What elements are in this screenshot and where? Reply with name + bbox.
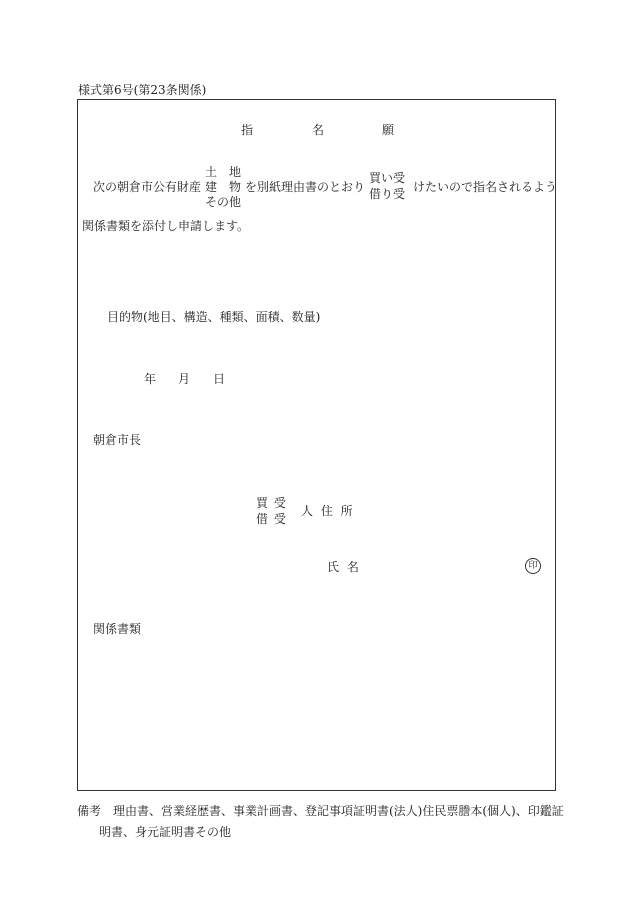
applicant-role-options (256, 497, 292, 526)
seal-mark-icon: 印 (525, 558, 541, 574)
target-property-label: 目的物(地目、構造、種類、面積、数量) (107, 310, 321, 324)
date-year-label: 年 (144, 372, 157, 386)
date-month-label: 月 (178, 372, 191, 386)
form-frame (77, 99, 556, 791)
transaction-type-options (369, 172, 405, 201)
form-number-label: 様式第6号(第23条関係) (78, 83, 207, 97)
title-char-3: 願 (382, 123, 395, 137)
body-second-line: 関係書類を添付し申請します。 (82, 219, 250, 233)
transaction-type-lease: 借り受 (369, 187, 406, 201)
property-type-options (205, 166, 241, 209)
body-lead-text: 次の朝倉市公有財産 (93, 180, 202, 194)
property-type-land: 土 地 (205, 165, 242, 179)
transaction-type-purchase: 買い受 (369, 171, 406, 185)
body-middle-text: を別紙理由書のとおり (245, 180, 366, 194)
remarks-line-1: 備考 理由書、営業経歴書、事業計画書、登記事項証明書(法人)住民票謄本(個人)、印鑑証 (77, 804, 564, 818)
applicant-address-label: 人 住 所 (301, 504, 355, 518)
title-char-2: 名 (312, 123, 325, 137)
applicant-role-buyer: 買受 (256, 496, 293, 510)
title-char-1: 指 (241, 123, 254, 137)
applicant-role-lessee: 借受 (256, 512, 293, 526)
remarks-line-2: 明書、身元証明書その他 (99, 825, 232, 839)
property-type-other: その他 (205, 195, 242, 209)
body-tail-text: けたいので指名されるよう (413, 180, 558, 194)
related-documents-label: 関係書類 (93, 622, 142, 636)
date-day-label: 日 (213, 372, 226, 386)
property-type-building: 建 物 (205, 180, 242, 194)
addressee-label: 朝倉市長 (93, 433, 142, 447)
applicant-name-label: 氏 名 (327, 560, 361, 574)
